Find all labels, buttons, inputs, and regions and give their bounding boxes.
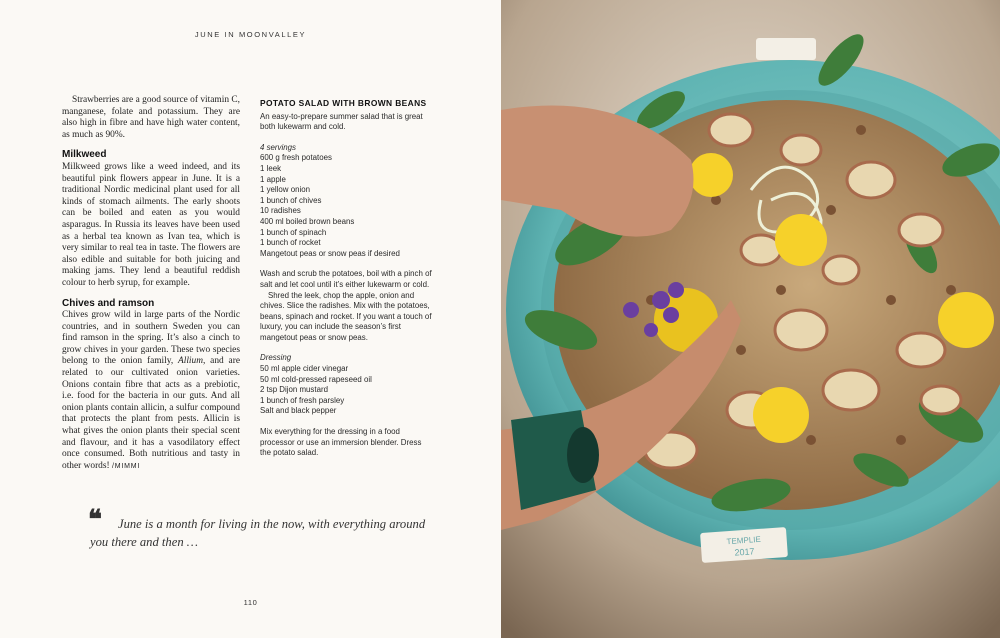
author-signature: /MIMMI <box>112 462 141 470</box>
quote-mark-icon: ❝ <box>88 505 102 535</box>
pull-quote <box>88 505 430 551</box>
dressing-method: Mix everything for the dressing in a food processor or use an immersion blender. Dress the potato salad. <box>260 427 422 458</box>
page-number: 110 <box>243 598 258 607</box>
dressing-heading: Dressing <box>260 353 292 363</box>
dressing-item: 2 tsp Dijon mustard <box>260 385 328 395</box>
milkweed-heading: Milkweed <box>62 149 107 161</box>
ingredient-item: 1 apple <box>260 174 286 184</box>
dressing-item: 50 ml apple cider vinegar <box>260 364 349 374</box>
milkweed-paragraph: Milkweed grows like a weed indeed, and its beautiful pink flowers appear in June. It is a traditional Nordic medicinal plant used for all kinds of stomach ailments. The early shoots can be boiled and eaten as you would asparagus. In Russia its leaves have been used as a herbal tea known as Ivan tea, which is very similar to real tea in taste. The flowers are also edible and suitable for both juicing and making jams. They lend a beautiful reddish colour to herb syrup, for example. <box>62 161 240 288</box>
recipe-servings: 4 servings <box>260 142 296 152</box>
salad-photo-illustration <box>501 0 1000 638</box>
running-head: JUNE IN MOONVALLEY <box>194 30 307 39</box>
plate-label-line1: TEMPLIE <box>726 534 762 547</box>
ingredient-item: 1 bunch of spinach <box>260 227 327 237</box>
ingredient-item: 10 radishes <box>260 206 301 216</box>
watch-face <box>567 427 599 483</box>
dressing-list <box>260 364 432 417</box>
chives-paragraph <box>62 310 240 472</box>
dressing-item: 50 ml cold-pressed rapeseed oil <box>260 374 372 384</box>
ingredient-item: 1 bunch of rocket <box>260 238 321 248</box>
salad-photo <box>501 0 1000 638</box>
ingredient-item: 1 bunch of chives <box>260 195 322 205</box>
plate-label-top <box>756 38 816 60</box>
plate-label-line2: 2017 <box>734 546 755 558</box>
method-step-1: Wash and scrub the potatoes, boil with a pinch of salt and let cool until it’s either lukewarm or cold. <box>260 269 432 289</box>
ingredient-item: Mangetout peas or snow peas if desired <box>260 248 400 258</box>
plate-label-bottom <box>700 527 788 563</box>
recipe-column <box>260 98 432 459</box>
dressing-item: 1 bunch of fresh parsley <box>260 395 345 405</box>
intro-paragraph: Strawberries are a good source of vitamin C, manganese, folate and potassium. They are also high in fibre and have high water content, as much as 90%. <box>62 95 240 140</box>
method-step-2: Shred the leek, chop the apple, onion and chives. Slice the radishes. Mix with the potatoes, beans, spinach and rocket. If you want a touch of luxury, you can include the season’s first mangetout peas or snow peas. <box>260 290 432 342</box>
ingredient-item: 1 yellow onion <box>260 185 311 195</box>
recipe-intro: An easy-to-prepare summer salad that is great both lukewarm and cold. <box>260 111 423 132</box>
dressing-item: Salt and black pepper <box>260 406 337 416</box>
ingredient-list <box>260 153 432 259</box>
chives-heading: Chives and ramson <box>62 297 155 309</box>
chives-text-part1: Chives grow wild in large parts of the Nordic countries, and in southern Sweden you can find ramson in the spring. It’s also a cinch to grow chives in your garden. These two species belong to the onion family, <box>62 310 240 367</box>
ingredient-item: 1 leek <box>260 163 282 173</box>
ingredient-item: 400 ml boiled brown beans <box>260 216 355 226</box>
recipe-title: POTATO SALAD WITH BROWN BEANS <box>260 98 427 108</box>
left-text-column <box>62 95 240 472</box>
chives-text-part2: , and are related to our cultivated onion varieties. Onions contain fibre that acts as a prebiotic, i.e. food for the bacteria in our guts. And all onion plants contain allicin, a sulfur compound that protects the plant from pests. Allicin is what gives the onion plants their special scent and flavour, and it has a vasodilatory effect once consumed. Both nutritious and tasty in other words! <box>62 356 240 471</box>
ingredient-item: 600 g fresh potatoes <box>260 153 332 163</box>
allium-italic: Allium <box>178 356 203 367</box>
quote-text: June is a month for living in the now, with everything around you there and then … <box>90 517 426 549</box>
